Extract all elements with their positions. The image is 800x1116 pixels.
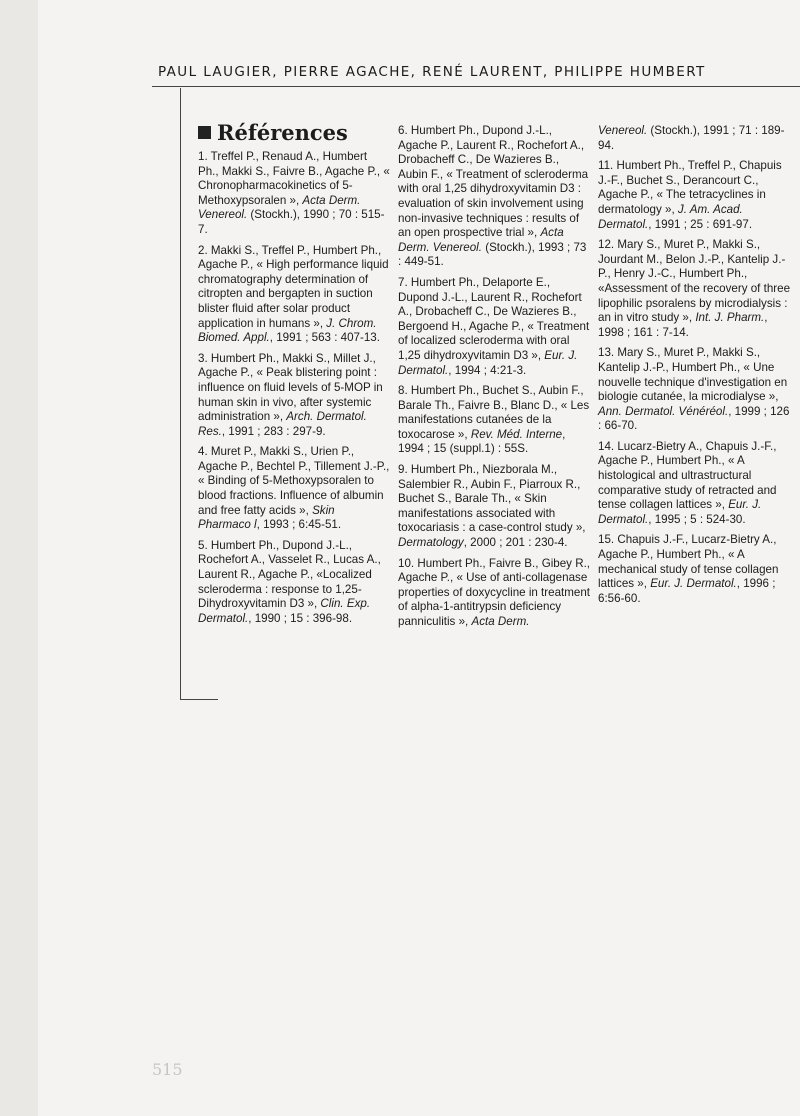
page-folio: 515 xyxy=(152,1060,183,1079)
reference-citation: , 1996 ; 6:56-60. xyxy=(598,577,776,605)
reference-citation: , 1991 ; 25 : 691-97. xyxy=(648,217,753,231)
reference-item xyxy=(398,276,591,378)
reference-journal: Clin. Exp. Dermatol. xyxy=(198,597,371,625)
reference-item xyxy=(398,124,591,270)
reference-journal: Eur. J. Dermatol. xyxy=(398,348,578,377)
reference-citation: , 1991 ; 283 : 297-9. xyxy=(221,424,326,438)
reference-text: 1. Treffel P., Renaud A., Humbert Ph., Makki S., Faivre B., Agache P., « Chronopharmacokinetics of 5-Methoxypsoralen », xyxy=(198,150,390,207)
reference-text: 4. Muret P., Makki S., Urien P., Agache P., Bechtel P., Tillement J.-P., « Binding of 5-Methoxypsoralen to blood fractions. Influence of albumin and free fatty acids », xyxy=(198,445,390,517)
header-rule xyxy=(152,86,800,87)
reference-text: 7. Humbert Ph., Delaporte E., Dupond J.-L., Laurent R., Rochefort A., Drobacheff C., De Wazieres B., Bergoend H., Agache P., « Treatment of localized scleroderma with oral 1,25 dihydroxyvitamin D3 », xyxy=(398,275,590,362)
reference-citation: , 1991 ; 563 : 407-13. xyxy=(269,331,380,345)
reference-journal: Int. J. Pharm. xyxy=(695,311,765,325)
reference-journal: Ann. Dermatol. Vénéréol. xyxy=(598,404,729,418)
reference-item xyxy=(198,445,390,533)
reference-item xyxy=(598,159,792,232)
reference-item xyxy=(198,244,390,346)
reference-citation: , 1993 ; 6:45-51. xyxy=(256,518,342,532)
reference-citation: , 1999 ; 126 : 66-70. xyxy=(598,404,790,433)
reference-citation: (Stockh.), 1990 ; 70 : 515-7. xyxy=(198,208,385,236)
reference-text: 15. Chapuis J.-F., Lucarz-Bietry A., Agache P., Humbert Ph., « A mechanical study of tense collagen lattices », xyxy=(598,533,779,591)
reference-journal: Acta Derm. Venereol. xyxy=(398,226,564,254)
references-column-2 xyxy=(398,124,591,636)
reference-citation: (Stockh.), 1991 ; 71 : 189-94. xyxy=(598,124,785,152)
reference-journal: Rev. Méd. Interne xyxy=(470,427,563,441)
reference-citation: (Stockh.), 1993 ; 73 : 449-51. xyxy=(398,240,587,269)
reference-text: 14. Lucarz-Bietry A., Chapuis J.-F., Agache P., Humbert Ph., « A histological and ultrastructural comparative study of retracted and tense collagen lattices », xyxy=(598,439,777,512)
references-column-3 xyxy=(598,124,792,612)
reference-journal: Arch. Dermatol. Res. xyxy=(198,410,367,438)
reference-item xyxy=(198,150,390,238)
reference-item xyxy=(598,440,792,528)
references-title: Références xyxy=(217,120,348,145)
reference-journal: Eur. J. Dermatol. xyxy=(650,577,737,591)
reference-journal: Eur. J. Dermatol. xyxy=(598,498,762,526)
reference-journal: J. Chrom. Biomed. Appl. xyxy=(198,316,377,345)
reference-citation: , 1998 ; 161 : 7-14. xyxy=(598,311,768,339)
reference-text: 11. Humbert Ph., Treffel P., Chapuis J.-F., Buchet S., Derancourt C., Agache P., « The tetracyclines in dermatology », xyxy=(598,159,782,216)
margin-rule-foot xyxy=(180,699,218,700)
reference-item xyxy=(398,463,591,551)
reference-text: 3. Humbert Ph., Makki S., Millet J., Agache P., « Peak blistering point : influence on fluid levels of 5-MOP in human skin in vivo, after systemic administration », xyxy=(198,351,383,424)
reference-citation: , 1990 ; 15 : 396-98. xyxy=(248,611,353,625)
square-bullet-icon xyxy=(198,126,211,139)
reference-text: 2. Makki S., Treffel P., Humbert Ph., Agache P., « High performance liquid chromatography determination of citropten and bergapten in suction blister fluid after solar product application in humans », xyxy=(198,243,389,330)
reference-citation: , 1994 ; 4:21-3. xyxy=(448,363,527,377)
reference-item xyxy=(198,539,390,627)
reference-text: 10. Humbert Ph., Faivre B., Gibey R., Agache P., « Use of anti-collagenase properties of doxycycline in treatment of alpha-1-antitrypsin deficiency panniculitis », xyxy=(398,556,591,628)
reference-text: 9. Humbert Ph., Niezborala M., Salembier R., Aubin F., Piarroux R., Buchet S., Barale Th., « Skin manifestations associated with toxocariasis : a case-control study », xyxy=(398,463,586,535)
reference-journal: Skin Pharmaco l xyxy=(198,503,335,532)
reference-item xyxy=(598,124,792,153)
reference-text: 12. Mary S., Muret P., Makki S., Jourdant M., Belon J.-P., Kantelip J.-P., Henry J.-C., Humbert Ph., «Assessment of the recovery of three lipophilic psoralens by microdialysis : an in vitro study », xyxy=(598,238,791,325)
margin-rule xyxy=(180,88,181,700)
reference-text: 5. Humbert Ph., Dupond J.-L., Rochefort A., Vasselet R., Lucas A., Laurent R., Agache P., «Localized scleroderma : response to 1,25-Dihydroxyvitamin D3 », xyxy=(198,538,381,611)
references-column-1 xyxy=(198,150,390,632)
reference-text: 13. Mary S., Muret P., Makki S., Kantelip J.-P., Humbert Ph., « Une nouvelle technique d'investigation en biologie cutanée, la microdialyse », xyxy=(598,346,788,404)
running-header: PAUL LAUGIER, PIERRE AGACHE, RENÉ LAURENT, PHILIPPE HUMBERT xyxy=(158,64,706,80)
reference-journal: Dermatology xyxy=(398,536,464,550)
reference-item xyxy=(398,557,591,630)
reference-citation: , 1995 ; 5 : 524-30. xyxy=(648,512,746,526)
reference-journal: J. Am. Acad. Dermatol. xyxy=(598,202,743,231)
reference-item xyxy=(598,238,792,340)
reference-journal: Acta Derm. Venereol. xyxy=(198,193,361,222)
page-margin xyxy=(0,0,38,1116)
reference-citation: , 1994 ; 15 (suppl.1) : 55S. xyxy=(398,427,566,456)
reference-citation: , 2000 ; 201 : 230-4. xyxy=(463,536,568,550)
reference-text: 8. Humbert Ph., Buchet S., Aubin F., Barale Th., Faivre B., Blanc D., « Les manifestations cutanées de la toxocarose », xyxy=(398,384,590,441)
reference-journal: Acta Derm. xyxy=(471,615,530,628)
reference-journal: Venereol. xyxy=(598,124,648,137)
reference-item xyxy=(198,352,390,440)
reference-text: 6. Humbert Ph., Dupond J.-L., Agache P., Laurent R., Rochefort A., Drobacheff C., De Wazieres B., Aubin F., « Treatment of scleroderma with oral 1,25 dihydroxyvitamin D3 : evaluation of skin involvement using non-invasive techniques : results of an open prospective trial », xyxy=(398,124,589,240)
reference-item xyxy=(598,533,792,606)
reference-item xyxy=(398,384,591,457)
reference-item xyxy=(598,346,792,434)
references-heading xyxy=(198,120,348,145)
